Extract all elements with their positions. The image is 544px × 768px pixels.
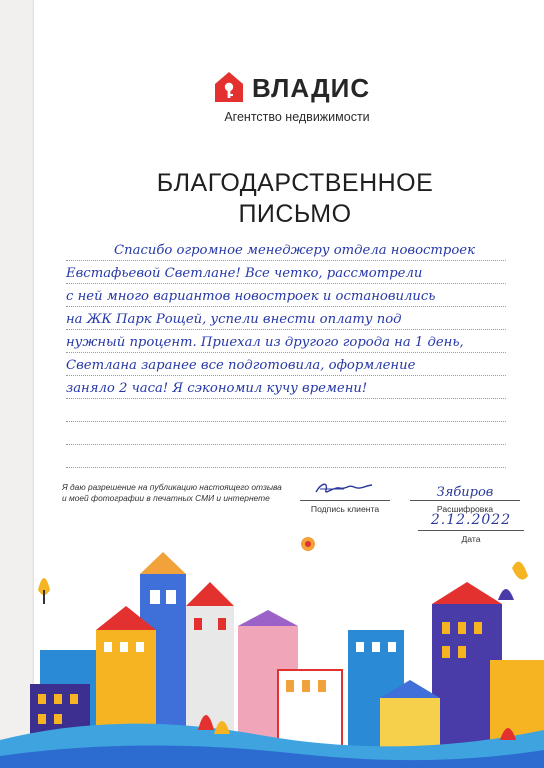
title-line: БЛАГОДАРСТВЕННОЕ <box>156 169 434 197</box>
brand-name: ВЛАДИС <box>252 73 371 103</box>
brand-tagline: Агентство недвижимости <box>224 110 370 124</box>
text-line <box>66 353 506 376</box>
text-line <box>66 330 506 353</box>
decoding-mark <box>410 478 520 501</box>
decoding-label: Расшифровка <box>436 504 494 514</box>
publication-consent <box>62 482 322 503</box>
text-line <box>66 376 506 399</box>
text-line <box>66 445 506 468</box>
handwritten-line: Светлана заранее все подготовила, оформление <box>66 358 416 373</box>
text-line <box>66 307 506 330</box>
text-line <box>66 238 506 261</box>
handwritten-text-area <box>66 238 506 468</box>
date-label: Дата <box>461 534 481 544</box>
handwritten-line: Евстафьевой Светлане! Все четко, рассмотрели <box>66 266 423 281</box>
consent-line: и моей фотографии в печатных СМИ и интернете <box>62 492 270 503</box>
city-illustration <box>0 530 544 768</box>
client-signature-block <box>300 478 390 514</box>
handwritten-signature <box>314 480 374 498</box>
name-decoding-block <box>410 478 520 514</box>
handwritten-line: на ЖК Парк Рощей, успели внести оплату под <box>66 312 402 327</box>
date-value: 2.12.2022 <box>418 512 524 531</box>
text-line <box>66 422 506 445</box>
signature-mark <box>300 478 390 501</box>
text-line <box>66 399 506 422</box>
text-line <box>66 261 506 284</box>
house-key-icon <box>214 71 244 103</box>
consent-line: Я даю разрешение на публикацию настоящего отзыва <box>62 482 282 492</box>
text-line <box>66 284 506 307</box>
handwritten-line: с ней много вариантов новостроек и остановились <box>66 289 436 304</box>
brand-logo <box>214 71 376 107</box>
decoding-value: Зябиров <box>436 485 494 500</box>
handwritten-line: заняло 2 часа! Я сэкономил кучу времени! <box>66 381 368 396</box>
handwritten-line: нужный процент. Приехал из другого города на 1 день, <box>66 335 464 350</box>
title-line: ПИСЬМО <box>238 200 352 228</box>
signature-label: Подпись клиента <box>310 504 380 514</box>
document-title <box>120 168 470 230</box>
handwritten-line: Спасибо огромное менеджеру отдела новостроек <box>114 243 475 258</box>
